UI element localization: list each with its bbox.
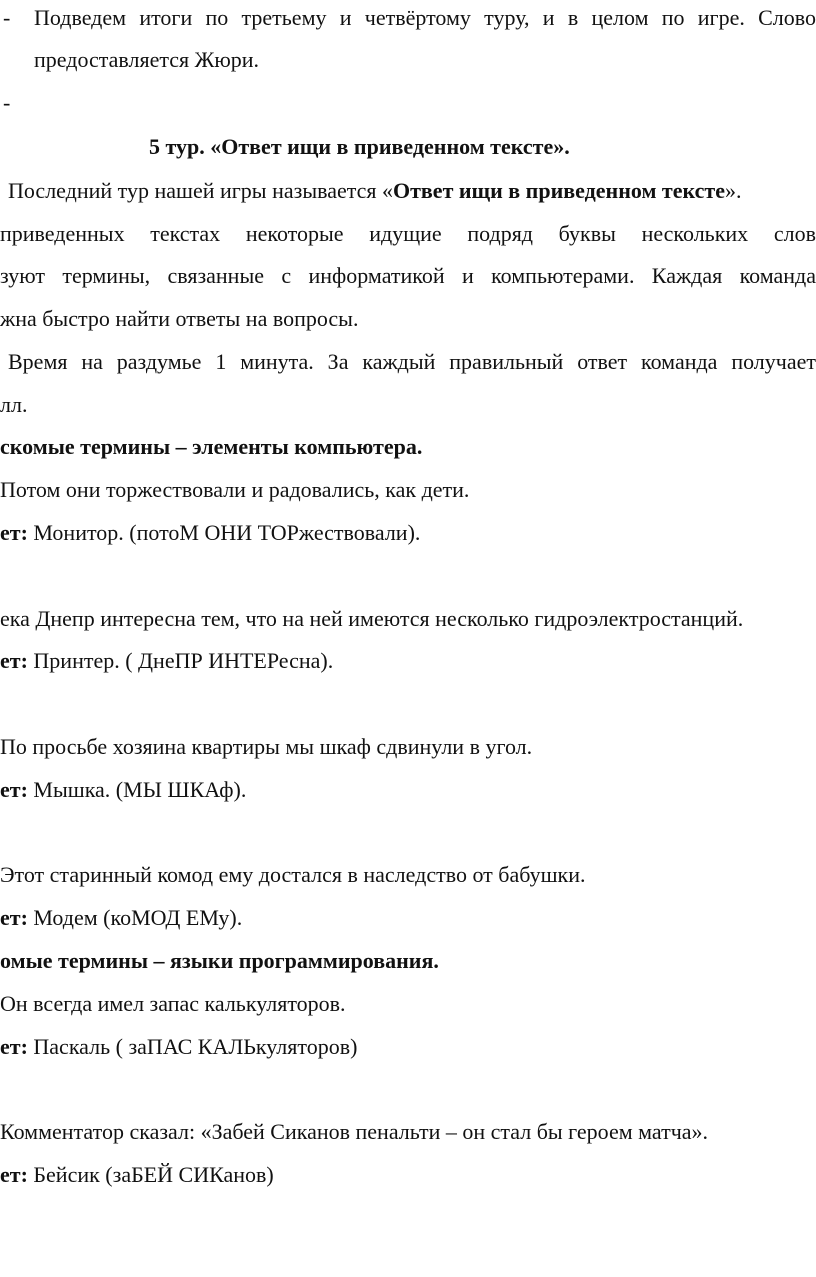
summary-line-1: Подведем итоги по третьему и четвёртому туру, и в целом по игре. Слово: [34, 5, 816, 30]
answer-text: Мышка. (МЫ ШКАф).: [27, 777, 247, 802]
answer-label: ет:: [0, 1034, 28, 1059]
answer-3: [0, 775, 246, 805]
intro-text-pre: Последний тур нашей игры называется «: [8, 178, 393, 203]
answer-2: [0, 646, 333, 676]
rules-line-1: Время на раздумье 1 минута. За каждый правильный ответ команда получает: [8, 349, 816, 374]
summary-line-2: предоставляется Жюри.: [34, 47, 260, 72]
list-dash: -: [3, 5, 11, 30]
rules-line-2: лл.: [0, 392, 28, 417]
answer-label: ет:: [0, 905, 28, 930]
answer-text: Паскаль ( заПАС КАЛЬкуляторов): [27, 1034, 358, 1059]
answer-text: Принтер. ( ДнеПР ИНТЕРесна).: [27, 648, 334, 673]
answer-4: [0, 903, 242, 933]
intro-line-2: приведенных текстах некоторые идущие подряд буквы нескольких слов: [0, 221, 816, 246]
intro-line-4: жна быстро найти ответы на вопросы.: [0, 306, 359, 331]
question-6: Комментатор сказал: «Забей Сиканов пенальти – он стал бы героем матча».: [0, 1119, 709, 1144]
question-1: Потом они торжествовали и радовались, как дети.: [0, 477, 470, 502]
intro-line-1: [8, 176, 741, 206]
question-5: Он всегда имел запас калькуляторов.: [0, 991, 346, 1016]
answer-label: ет:: [0, 648, 28, 673]
answer-1: [0, 518, 420, 548]
question-2: ека Днепр интересна тем, что на ней имеются несколько гидроэлектростанций.: [0, 606, 744, 631]
answer-5: [0, 1032, 357, 1062]
list-dash-empty: -: [3, 90, 11, 115]
answer-text: Бейсик (заБЕЙ СИКанов): [27, 1162, 274, 1187]
answer-label: ет:: [0, 777, 28, 802]
round-heading: 5 тур. «Ответ ищи в приведенном тексте».: [149, 134, 570, 159]
answer-6: [0, 1160, 274, 1190]
answer-label: ет:: [0, 520, 28, 545]
question-4: Этот старинный комод ему достался в наследство от бабушки.: [0, 862, 586, 887]
answer-text: Монитор. (потоМ ОНИ ТОРжествовали).: [27, 520, 421, 545]
intro-line-3: зуют термины, связанные с информатикой и компьютерами. Каждая команда: [0, 263, 816, 288]
section-heading-computer-parts: скомые термины – элементы компьютера.: [0, 434, 423, 459]
intro-text-post: ».: [724, 178, 742, 203]
answer-label: ет:: [0, 1162, 28, 1187]
section-heading-programming-languages: омые термины – языки программирования.: [0, 948, 439, 973]
question-3: По просьбе хозяина квартиры мы шкаф сдвинули в угол.: [0, 734, 533, 759]
intro-round-name: Ответ ищи в приведенном тексте: [393, 178, 725, 203]
answer-text: Модем (коМОД ЕМу).: [27, 905, 243, 930]
